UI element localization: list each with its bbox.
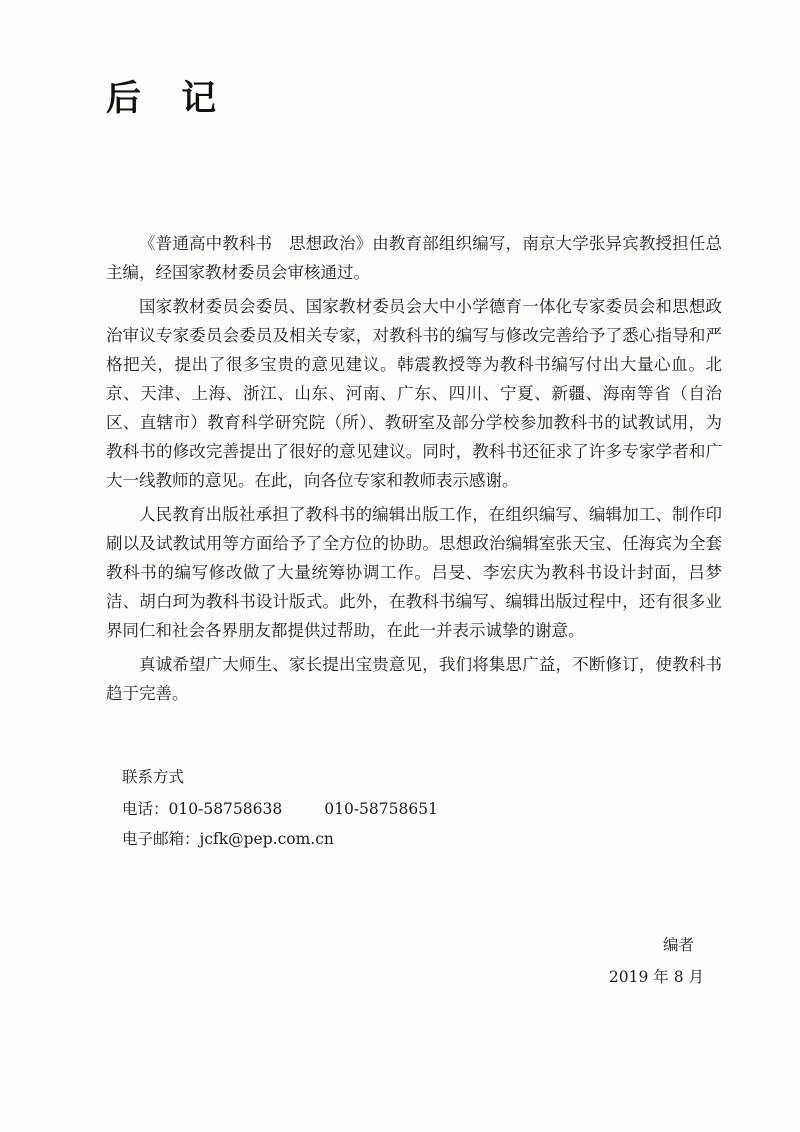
paragraph-closing-request: 真诚希望广大师生、家长提出宝贵意见，我们将集思广益，不断修订，使教科书趋于完善。	[106, 655, 722, 703]
signature-block	[609, 929, 704, 993]
phone-label: 电话：	[122, 800, 169, 818]
page-title: 后 记	[106, 79, 231, 119]
paragraph-experts-thanks: 国家教材委员会委员、国家教材委员会大中小学德育一体化专家委员会和思想政治审议专家委员会委员及相关专家，对教科书的编写与修改完善给予了悉心指导和严格把关，提出了很多宝贵的意见建议。韩震教授等为教科书编写付出大量心血。北京、天津、上海、浙江、山东、河南、广东、四川、宁夏、新疆、海南等省（自治区、直辖市）教育科学研究院（所）、教研室及部分学校参加教科书的试教试用，为教科书的修改完善提出了很好的意见建议。同时，教科书还征求了许多专家学者和广大一线教师的意见。在此，向各位专家和教师表示感谢。	[106, 297, 722, 490]
phone-number-1: 010-58758638	[168, 800, 283, 818]
phone-number-2: 010-58758651	[324, 800, 438, 818]
contact-info	[122, 762, 622, 854]
paragraph-publisher-thanks: 人民教育出版社承担了教科书的编辑出版工作，在组织编写、编辑加工、制作印刷以及试教试用等方面给予了全方位的协助。思想政治编辑室张天宝、任海宾为全套教科书的编写修改做了大量统筹协调工作。吕旻、李宏庆为教科书设计封面，吕梦洁、胡白珂为教科书设计版式。此外，在教科书编写、编辑出版过程中，还有很多业界同仁和社会各界朋友都提供过帮助，在此一并表示诚挚的谢意。	[106, 505, 722, 640]
phone-line	[122, 794, 622, 824]
email-line	[122, 824, 622, 854]
email-address: jcfk@pep.com.cn	[199, 830, 334, 848]
signature-author: 编者	[662, 936, 694, 954]
afterword-body	[106, 229, 722, 713]
contact-heading: 联系方式	[122, 768, 185, 786]
paragraph-editorial-info: 《普通高中教科书 思想政治》由教育部组织编写，南京大学张异宾教授担任总主编，经国家教材委员会审核通过。	[106, 234, 722, 282]
email-label: 电子邮箱：	[122, 830, 200, 848]
signature-date: 2019 年 8 月	[608, 968, 704, 986]
